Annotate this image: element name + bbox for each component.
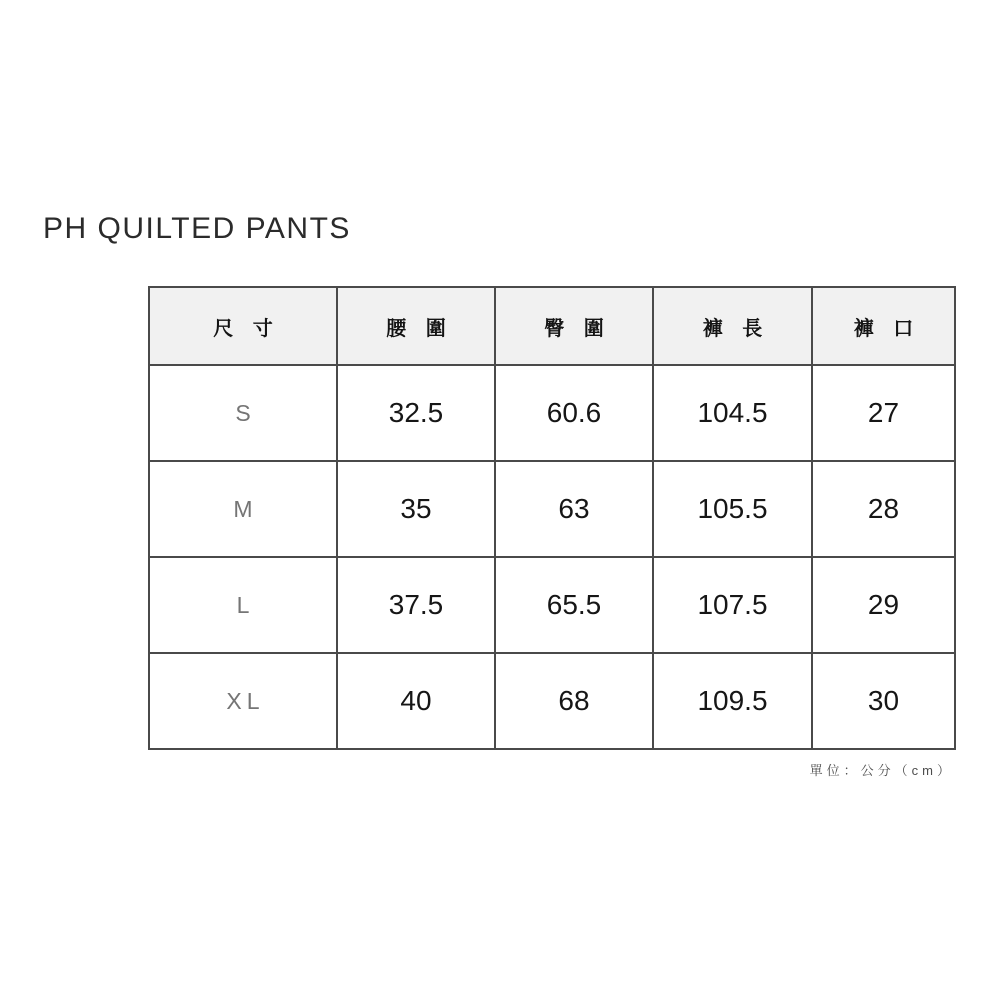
- waist-value: 35: [337, 461, 495, 557]
- table-body: [149, 365, 955, 749]
- column-header-size: 尺 寸: [149, 287, 337, 365]
- table-row-m: [149, 461, 955, 557]
- hem-value: 27: [812, 365, 955, 461]
- waist-value: 37.5: [337, 557, 495, 653]
- length-value: 107.5: [653, 557, 812, 653]
- column-header-length: 褲 長: [653, 287, 812, 365]
- table-row-l: [149, 557, 955, 653]
- product-title: PH QUILTED PANTS: [43, 212, 351, 245]
- table-row-s: [149, 365, 955, 461]
- column-header-waist: 腰 圍: [337, 287, 495, 365]
- table-header: [149, 287, 955, 365]
- size-label: XL: [149, 653, 337, 749]
- size-chart-table: [148, 286, 956, 750]
- hem-value: 29: [812, 557, 955, 653]
- column-header-hip: 臀 圍: [495, 287, 653, 365]
- hip-value: 60.6: [495, 365, 653, 461]
- hip-value: 63: [495, 461, 653, 557]
- column-header-hem: 褲 口: [812, 287, 955, 365]
- hem-value: 30: [812, 653, 955, 749]
- hem-value: 28: [812, 461, 955, 557]
- waist-value: 40: [337, 653, 495, 749]
- size-label: M: [149, 461, 337, 557]
- table-row-xl: [149, 653, 955, 749]
- size-label: S: [149, 365, 337, 461]
- length-value: 104.5: [653, 365, 812, 461]
- length-value: 109.5: [653, 653, 812, 749]
- unit-note: 單位：公分（cm）: [809, 763, 954, 778]
- size-label: L: [149, 557, 337, 653]
- length-value: 105.5: [653, 461, 812, 557]
- waist-value: 32.5: [337, 365, 495, 461]
- hip-value: 68: [495, 653, 653, 749]
- header-row: [149, 287, 955, 365]
- hip-value: 65.5: [495, 557, 653, 653]
